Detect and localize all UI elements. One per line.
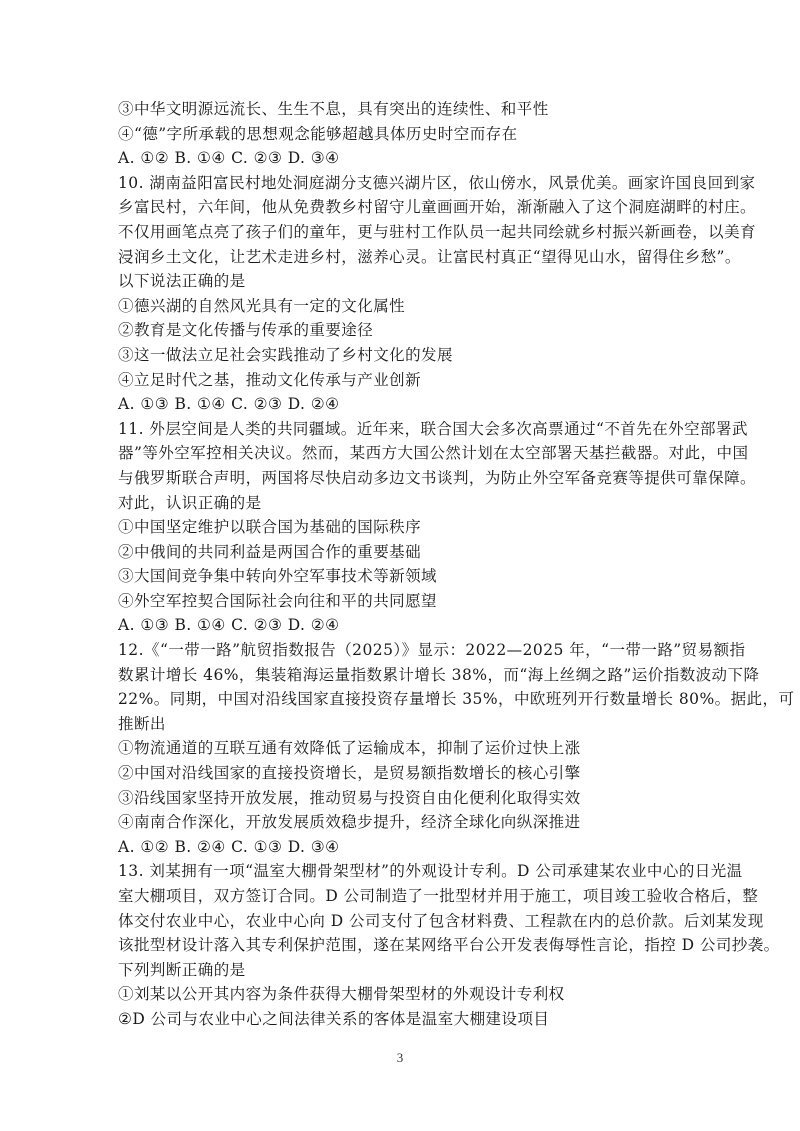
text-line: ③这一做法立足社会实践推动了乡村文化的发展 [118,345,453,364]
text-line: 下列判断正确的是 [118,960,246,979]
text-line: ②D 公司与农业中心之间法律关系的客体是温室大棚建设项目 [118,1009,550,1028]
text-line: 室大棚项目，双方签订合同。D 公司制造了一批型材并用于施工，项目竣工验收合格后，整 [118,887,759,905]
text-line: 乡富民村，六年间，他从免费教乡村留守儿童画画开始，渐渐融入了这个洞庭湖畔的村庄。 [118,198,757,217]
text-line: ③大国间竞争集中转向外空军事技术等新领域 [118,567,438,586]
page-number: 3 [396,1050,404,1065]
text-line: 10. 湖南益阳富民村地处洞庭湖分支德兴湖片区，依山傍水，风景优美。画家许国良回到家 [118,173,756,192]
text-line: ②中俄间的共同利益是两国合作的重要基础 [118,542,422,561]
text-line: A. ①③ B. ①④ C. ②③ D. ②④ [118,616,340,635]
text-line: 该批型材设计落入其专利保护范围，遂在某网络平台公开发表侮辱性言论，指控 D 公司抄袭。 [118,936,780,955]
page-body [118,97,795,1032]
text-line: ③中华文明源远流长、生生不息，具有突出的连续性、和平性 [118,100,549,118]
text-line: ③沿线国家坚持开放发展，推动贸易与投资自由化便利化取得实效 [118,788,581,807]
text-line: ④“德”字所承载的思想观念能够超越具体历史时空而存在 [118,124,518,143]
text-line: ④南南合作深化，开放发展质效稳步提升，经济全球化向纵深推进 [118,813,581,832]
text-line: 不仅用画笔点亮了孩子们的童年，更与驻村工作队员一起共同绘就乡村振兴新画卷，以美育 [118,222,757,241]
text-line: 11. 外层空间是人类的共同疆域。近年来，联合国大会多次高票通过“不首先在外空部署武 [118,419,748,438]
text-line: 13. 刘某拥有一项“温室大棚骨架型材”的外观设计专利。D 公司承建某农业中心的日光温 [118,862,743,881]
text-line: 浸润乡土文化，让艺术走进乡村，滋养心灵。让富民村真正“望得见山水，留得住乡愁”。 [118,247,741,266]
text-line: 22%。同期，中国对沿线国家直接投资存量增长 35%，中欧班列开行数量增长 80%。据此，可 [118,690,795,709]
text-line: 器”等外空军控相关决议。然而，某西方大国公然计划在太空部署天基拦截器。对此，中国 [118,444,749,463]
text-line: A. ①③ B. ①④ C. ②③ D. ②④ [118,395,340,414]
text-line: 体交付农业中心，农业中心向 D 公司支付了包含材料费、工程款在内的总价款。后刘某发现 [118,911,764,930]
text-line: 与俄罗斯联合声明，两国将尽快启动多边文书谈判，为防止外空军备竞赛等提供可靠保障。 [118,468,757,487]
text-line: ②中国对沿线国家的直接投资增长，是贸易额指数增长的核心引擎 [118,764,581,783]
text-line: ①刘某以公开其内容为条件获得大棚骨架型材的外观设计专利权 [118,985,565,1004]
text-line: 推断出 [118,714,166,733]
text-line: ①物流通道的互联互通有效降低了运输成本，抑制了运价过快上涨 [118,739,581,758]
text-line: 12.《“一带一路”航贸指数报告（2025）》显示：2022—2025 年，“一带一路”贸易额指 [118,641,746,660]
text-line: A. ①② B. ①④ C. ②③ D. ③④ [118,149,340,168]
text-line: 以下说法正确的是 [118,272,246,291]
text-line: 对此，认识正确的是 [118,493,262,512]
text-line: ④立足时代之基，推动文化传承与产业创新 [118,370,422,389]
text-line: 数累计增长 46%，集装箱海运量指数累计增长 38%，而“海上丝绸之路”运价指数波动下降 [118,665,760,684]
text-line: ①中国坚定维护以联合国为基础的国际秩序 [118,518,422,537]
text-line: A. ①② B. ②④ C. ①③ D. ③④ [118,837,340,856]
text-line: ①德兴湖的自然风光具有一定的文化属性 [118,296,406,315]
text-line: ②教育是文化传播与传承的重要途径 [118,321,374,340]
text-line: ④外空军控契合国际社会向往和平的共同愿望 [118,591,438,610]
